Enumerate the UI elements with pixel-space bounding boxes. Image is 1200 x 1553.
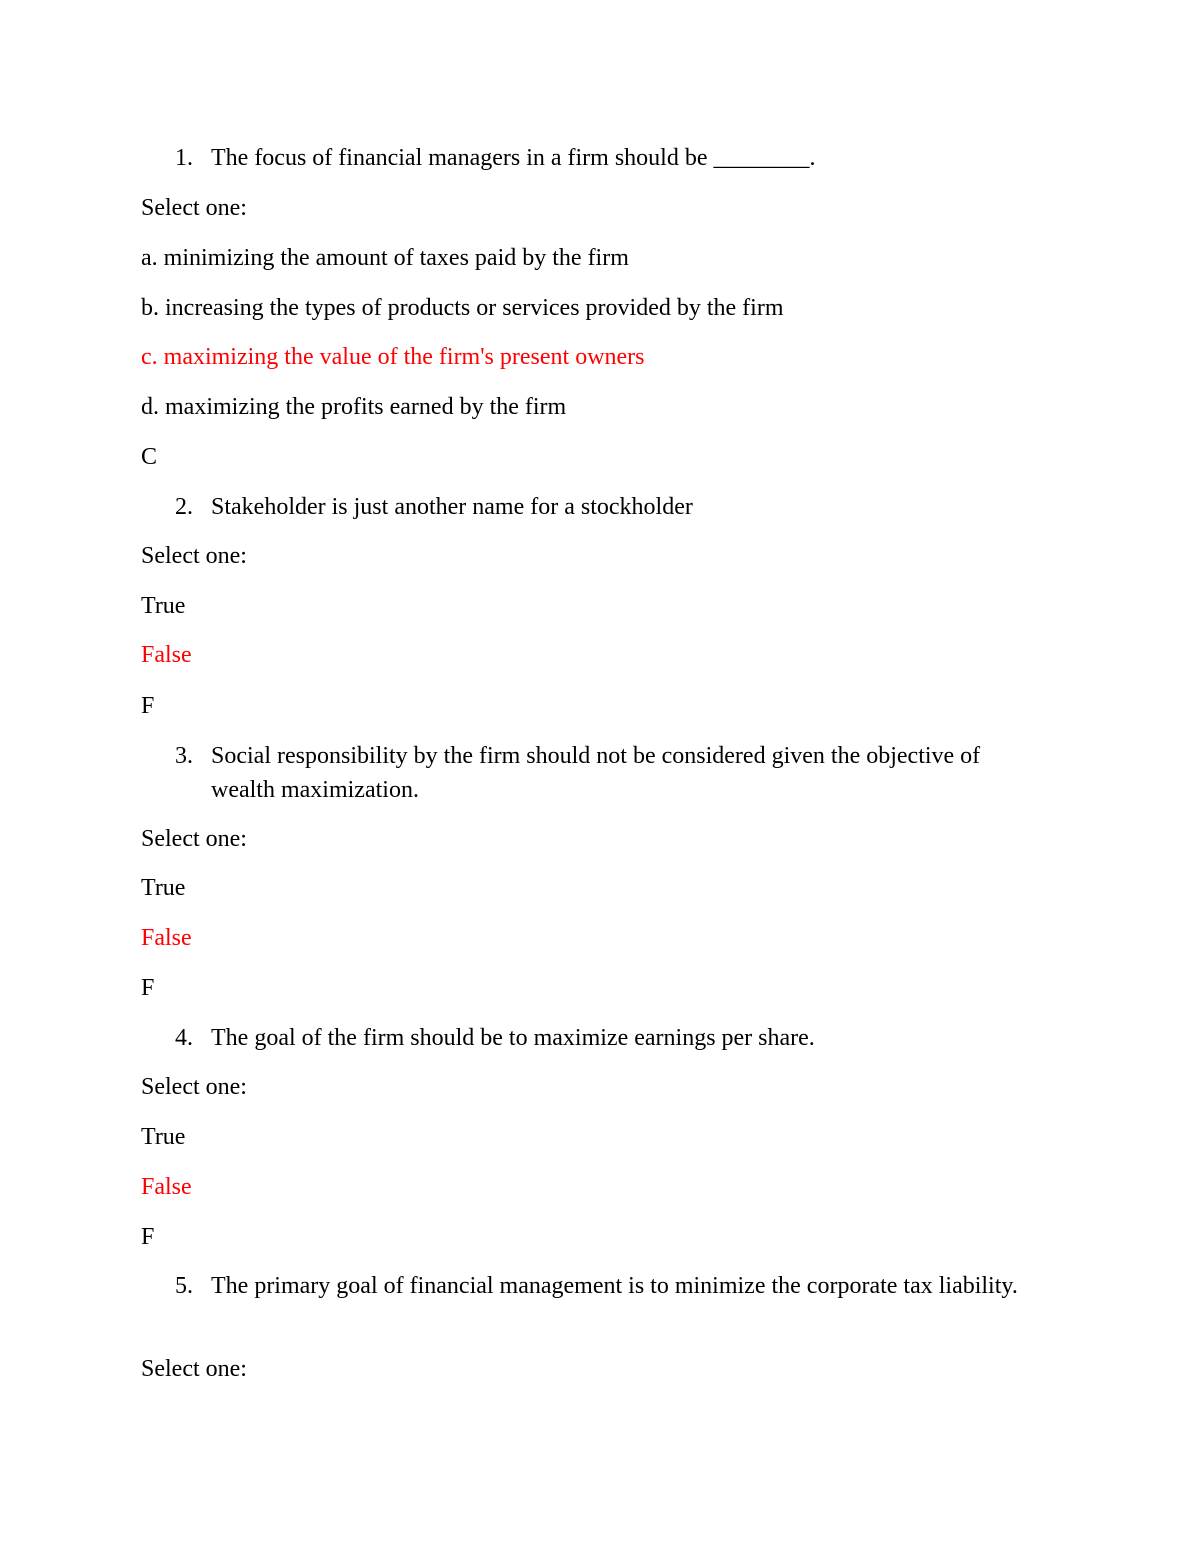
question-4-option-false[interactable]: False — [141, 1174, 192, 1200]
question-2-number: 2. — [175, 494, 193, 520]
select-one-label: Select one: — [141, 1356, 247, 1382]
select-one-label: Select one: — [141, 826, 247, 852]
question-4-option-true[interactable]: True — [141, 1124, 186, 1150]
question-1-option-d[interactable]: d. maximizing the profits earned by the firm — [141, 394, 567, 420]
question-2-option-true[interactable]: True — [141, 593, 186, 619]
select-one-label: Select one: — [141, 195, 247, 221]
question-5-text: The primary goal of financial management is to minimize the corporate tax liability. — [211, 1273, 1018, 1299]
question-3-text: Social responsibility by the firm should not be considered given the objective of wealth maximization. — [211, 743, 981, 803]
question-4-text: The goal of the firm should be to maximize earnings per share. — [211, 1025, 815, 1051]
question-1-option-a[interactable]: a. minimizing the amount of taxes paid by the firm — [141, 245, 629, 271]
select-one-label: Select one: — [141, 543, 247, 569]
question-1-text: The focus of financial managers in a firm should be ________. — [211, 145, 816, 171]
question-1-answer: C — [141, 444, 158, 470]
select-one-label: Select one: — [141, 1074, 247, 1100]
question-3-option-false[interactable]: False — [141, 925, 192, 951]
question-4-number: 4. — [175, 1025, 193, 1051]
question-1-option-c[interactable]: c. maximizing the value of the firm's present owners — [141, 344, 645, 370]
question-3-number: 3. — [175, 743, 193, 769]
question-4-answer: F — [141, 1224, 155, 1250]
question-1-option-b[interactable]: b. increasing the types of products or services provided by the firm — [141, 295, 784, 321]
question-2-text: Stakeholder is just another name for a stockholder — [211, 494, 693, 520]
question-2-option-false[interactable]: False — [141, 642, 192, 668]
question-2-answer: F — [141, 693, 155, 719]
question-1-number: 1. — [175, 145, 193, 171]
question-3-answer: F — [141, 975, 155, 1001]
question-5-number: 5. — [175, 1273, 193, 1299]
question-3-option-true[interactable]: True — [141, 875, 186, 901]
